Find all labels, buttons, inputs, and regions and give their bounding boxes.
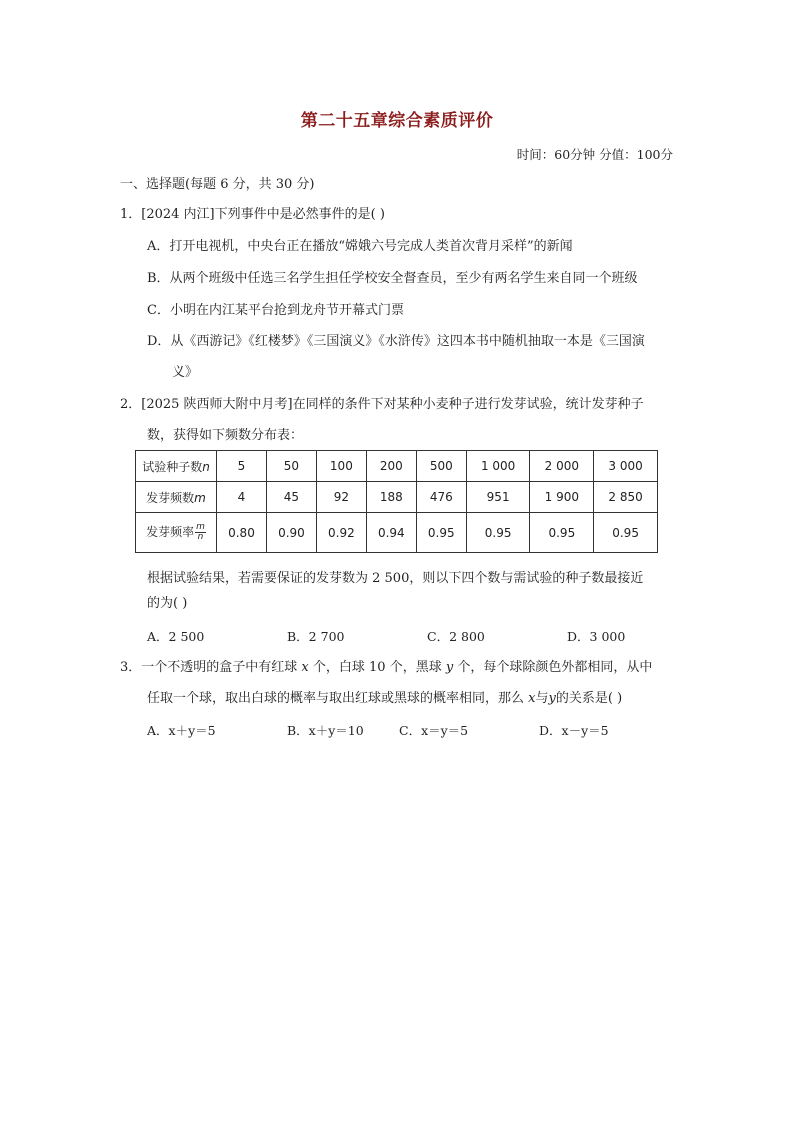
table-row (136, 451, 658, 482)
table-cell: 3 000 (594, 451, 658, 482)
table-row (136, 513, 658, 553)
question-2-followup-continued: 的为( ) (147, 596, 188, 611)
question-1-option-a: A．打开电视机，中央台正在播放“嫦娥六号完成人类首次背月采样”的新闻 (147, 239, 573, 254)
frequency-table (135, 450, 658, 553)
question-1-option-b: B．从两个班级中任选三名学生担任学校安全督查员，至少有两名学生来自同一个班级 (147, 271, 638, 286)
table-cell: 5 (217, 451, 267, 482)
table-cell: 92 (316, 482, 366, 513)
question-3-option-c: C．x＝y＝5 (399, 723, 469, 738)
table-cell: 4 (217, 482, 267, 513)
table-cell: 0.95 (530, 513, 594, 553)
table-cell: 188 (366, 482, 416, 513)
table-cell: 0.95 (594, 513, 658, 553)
table-cell: 100 (316, 451, 366, 482)
table-cell: 951 (466, 482, 530, 513)
table-cell: 1 900 (530, 482, 594, 513)
table-cell: 0.95 (416, 513, 466, 553)
row-label-frequency: 发芽频率 $\frac{m}{n}$ (136, 513, 217, 553)
table-cell: 200 (366, 451, 416, 482)
question-2-option-c: C．2 800 (427, 629, 485, 644)
question-1-option-c: C．小明在内江某平台抢到龙舟节开幕式门票 (147, 303, 404, 318)
table-cell: 0.94 (366, 513, 416, 553)
page-title: 第二十五章综合素质评价 (300, 111, 494, 131)
question-2-stem-continued: 数，获得如下频数分布表： (147, 428, 304, 443)
table-cell: 476 (416, 482, 466, 513)
question-3-stem: 3．一个不透明的盒子中有红球 x 个，白球 10 个，黑球 y 个，每个球除颜色外都相同，从中 (120, 660, 653, 675)
question-3-option-a: A．x＋y＝5 (147, 723, 216, 738)
question-2-option-a: A．2 500 (147, 629, 205, 644)
question-2-stem: 2．[2025 陕西师大附中月考]在同样的条件下对某种小麦种子进行发芽试验，统计发芽种子 (120, 397, 644, 412)
row-label-seeds: 试验种子数n (136, 451, 217, 482)
table-cell: 45 (266, 482, 316, 513)
question-2-option-b: B．2 700 (287, 629, 345, 644)
table-cell: 0.90 (266, 513, 316, 553)
question-2-option-d: D．3 000 (567, 629, 626, 644)
exam-meta: 时间：60分钟 分值：100分 (516, 147, 673, 162)
table-cell: 1 000 (466, 451, 530, 482)
table-row (136, 482, 658, 513)
table-cell: 0.80 (217, 513, 267, 553)
question-1-option-d-continued: 义》 (172, 365, 199, 380)
table-cell: 500 (416, 451, 466, 482)
table-cell: 0.92 (316, 513, 366, 553)
section-heading: 一、选择题(每题 6 分，共 30 分) (120, 177, 315, 192)
fraction-m-over-n: $\frac{m}{n}$ (196, 522, 205, 542)
table-cell: 50 (266, 451, 316, 482)
question-1-option-d: D．从《西游记》《红楼梦》《三国演义》《水浒传》这四本书中随机抽取一本是《三国演 (147, 334, 645, 349)
table-cell: 2 000 (530, 451, 594, 482)
question-3-stem-continued: 任取一个球，取出白球的概率与取出红球或黑球的概率相同，那么 x与y的关系是( ) (147, 691, 623, 706)
question-2-followup: 根据试验结果，若需要保证的发芽数为 2 500，则以下四个数与需试验的种子数最接近 (147, 571, 644, 586)
row-label-germination: 发芽频数m (136, 482, 217, 513)
question-3-option-d: D．x－y＝5 (539, 723, 609, 738)
table-cell: 0.95 (466, 513, 530, 553)
table-cell: 2 850 (594, 482, 658, 513)
question-3-option-b: B．x＋y＝10 (287, 723, 364, 738)
question-1-stem: 1．[2024 内江]下列事件中是必然事件的是( ) (120, 207, 385, 222)
